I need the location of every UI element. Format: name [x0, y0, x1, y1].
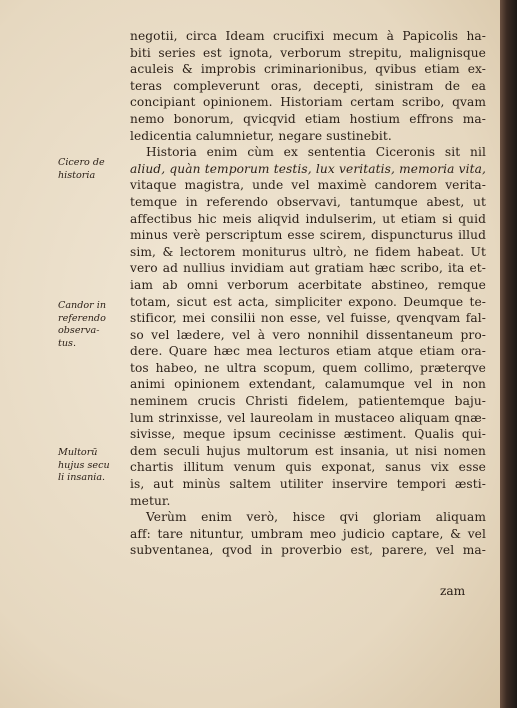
text-line: totam, sicut est acta, simpliciter expono. Deumque te- [130, 294, 486, 309]
text-line: concipiant opinionem. Historiam certam scribo, qvam [130, 95, 486, 110]
margin-note-multorum [58, 447, 122, 485]
margin-note-line: Multorū [58, 447, 98, 458]
text-line: lum strinxisse, vel laureolam in mustaceo aliquam qnæ- [130, 410, 486, 425]
text-line: neminem crucis Christi fidelem, patientemque baju- [130, 394, 486, 409]
text-line: vero ad nullius invidiam aut gratiam hæc scribo, ita et- [130, 261, 486, 276]
text-line: aff: tare nituntur, umbram meo judicio captare, & vel [130, 526, 486, 541]
margin-note-line: tus. [58, 337, 77, 349]
text-line: nemo bonorum, qvicqvid etiam hostium effrons ma- [130, 111, 486, 126]
text-line: dere. Quare hæc mea lecturos etiam atque etiam ora- [130, 344, 486, 359]
text-line: minus verè perscriptum esse scirem, dispuncturus illud [130, 228, 486, 243]
text-line: biti series est ignota, verborum strepitu, malignisque [130, 45, 486, 60]
margin-note-line: hujus secu [58, 459, 110, 471]
text-line: ledicentia calumnietur, negare sustinebit. [130, 128, 392, 143]
margin-note-line: referendo [58, 312, 106, 324]
margin-note-line: observa- [58, 325, 100, 336]
margin-note-candor [58, 300, 122, 350]
text-line: sim, & lectorem moniturus ultrò, ne fidem habeat. Ut [130, 244, 486, 259]
text-line: tos habeo, ne ultra scopum, quem collimo, præterqve [130, 360, 486, 375]
text-line: aliud, quàn temporum testis, lux veritatis, memoria vita, [130, 161, 486, 176]
text-line: temque in referendo observavi, tantumque abest, ut [130, 194, 486, 209]
margin-note-line: Candor in [58, 300, 107, 311]
text-line: Verùm enim verò, hisce qvi gloriam aliquam [146, 510, 486, 525]
text-line: dem seculi hujus multorum est insania, ut nisi nomen [130, 443, 486, 458]
margin-note-cicero [58, 157, 122, 182]
text-line: metur. [130, 493, 171, 508]
text-line: Historia enim cùm ex sententia Ciceronis sit nil [146, 145, 486, 160]
book-spine-edge [500, 0, 517, 708]
text-line: iam ab omni verborum acerbitate abstineo, remque [130, 277, 486, 292]
catchword: zam [440, 584, 466, 598]
text-line: is, aut minùs saltem utiliter inservire tempori æsti- [130, 477, 486, 492]
text-line: sivisse, meque ipsum cecinisse æstiment. Qualis qui- [130, 427, 486, 442]
margin-note-line: historia [58, 169, 96, 181]
margin-note-line: Cicero de [58, 157, 105, 168]
main-text-block [130, 28, 486, 559]
text-line: negotii, circa Ideam crucifixi mecum à Papicolis ha- [130, 29, 486, 43]
text-line: chartis illitum venum quis exponat, sanus vix esse [130, 460, 486, 475]
text-line: vitaque magistra, unde vel maximè candorem verita- [130, 178, 486, 193]
text-line: aculeis & improbis criminarionibus, qvibus etiam ex- [130, 62, 486, 77]
text-line: so vel lædere, vel à vero nonnihil dissentaneum pro- [130, 327, 486, 342]
margin-note-line: li insania. [58, 472, 106, 483]
text-line: affectibus hic meis aliqvid indulserim, ut etiam si quid [130, 211, 486, 226]
text-line: animi opinionem extendant, calamumque vel in non [130, 377, 486, 392]
text-line: stificor, mei consilii non esse, vel fuisse, qvenqvam fal- [130, 311, 486, 326]
text-line: teras compleverunt oras, decepti, sinistram de ea [130, 78, 486, 93]
text-line: subventanea, qvod in proverbio est, parere, vel ma- [130, 543, 486, 558]
